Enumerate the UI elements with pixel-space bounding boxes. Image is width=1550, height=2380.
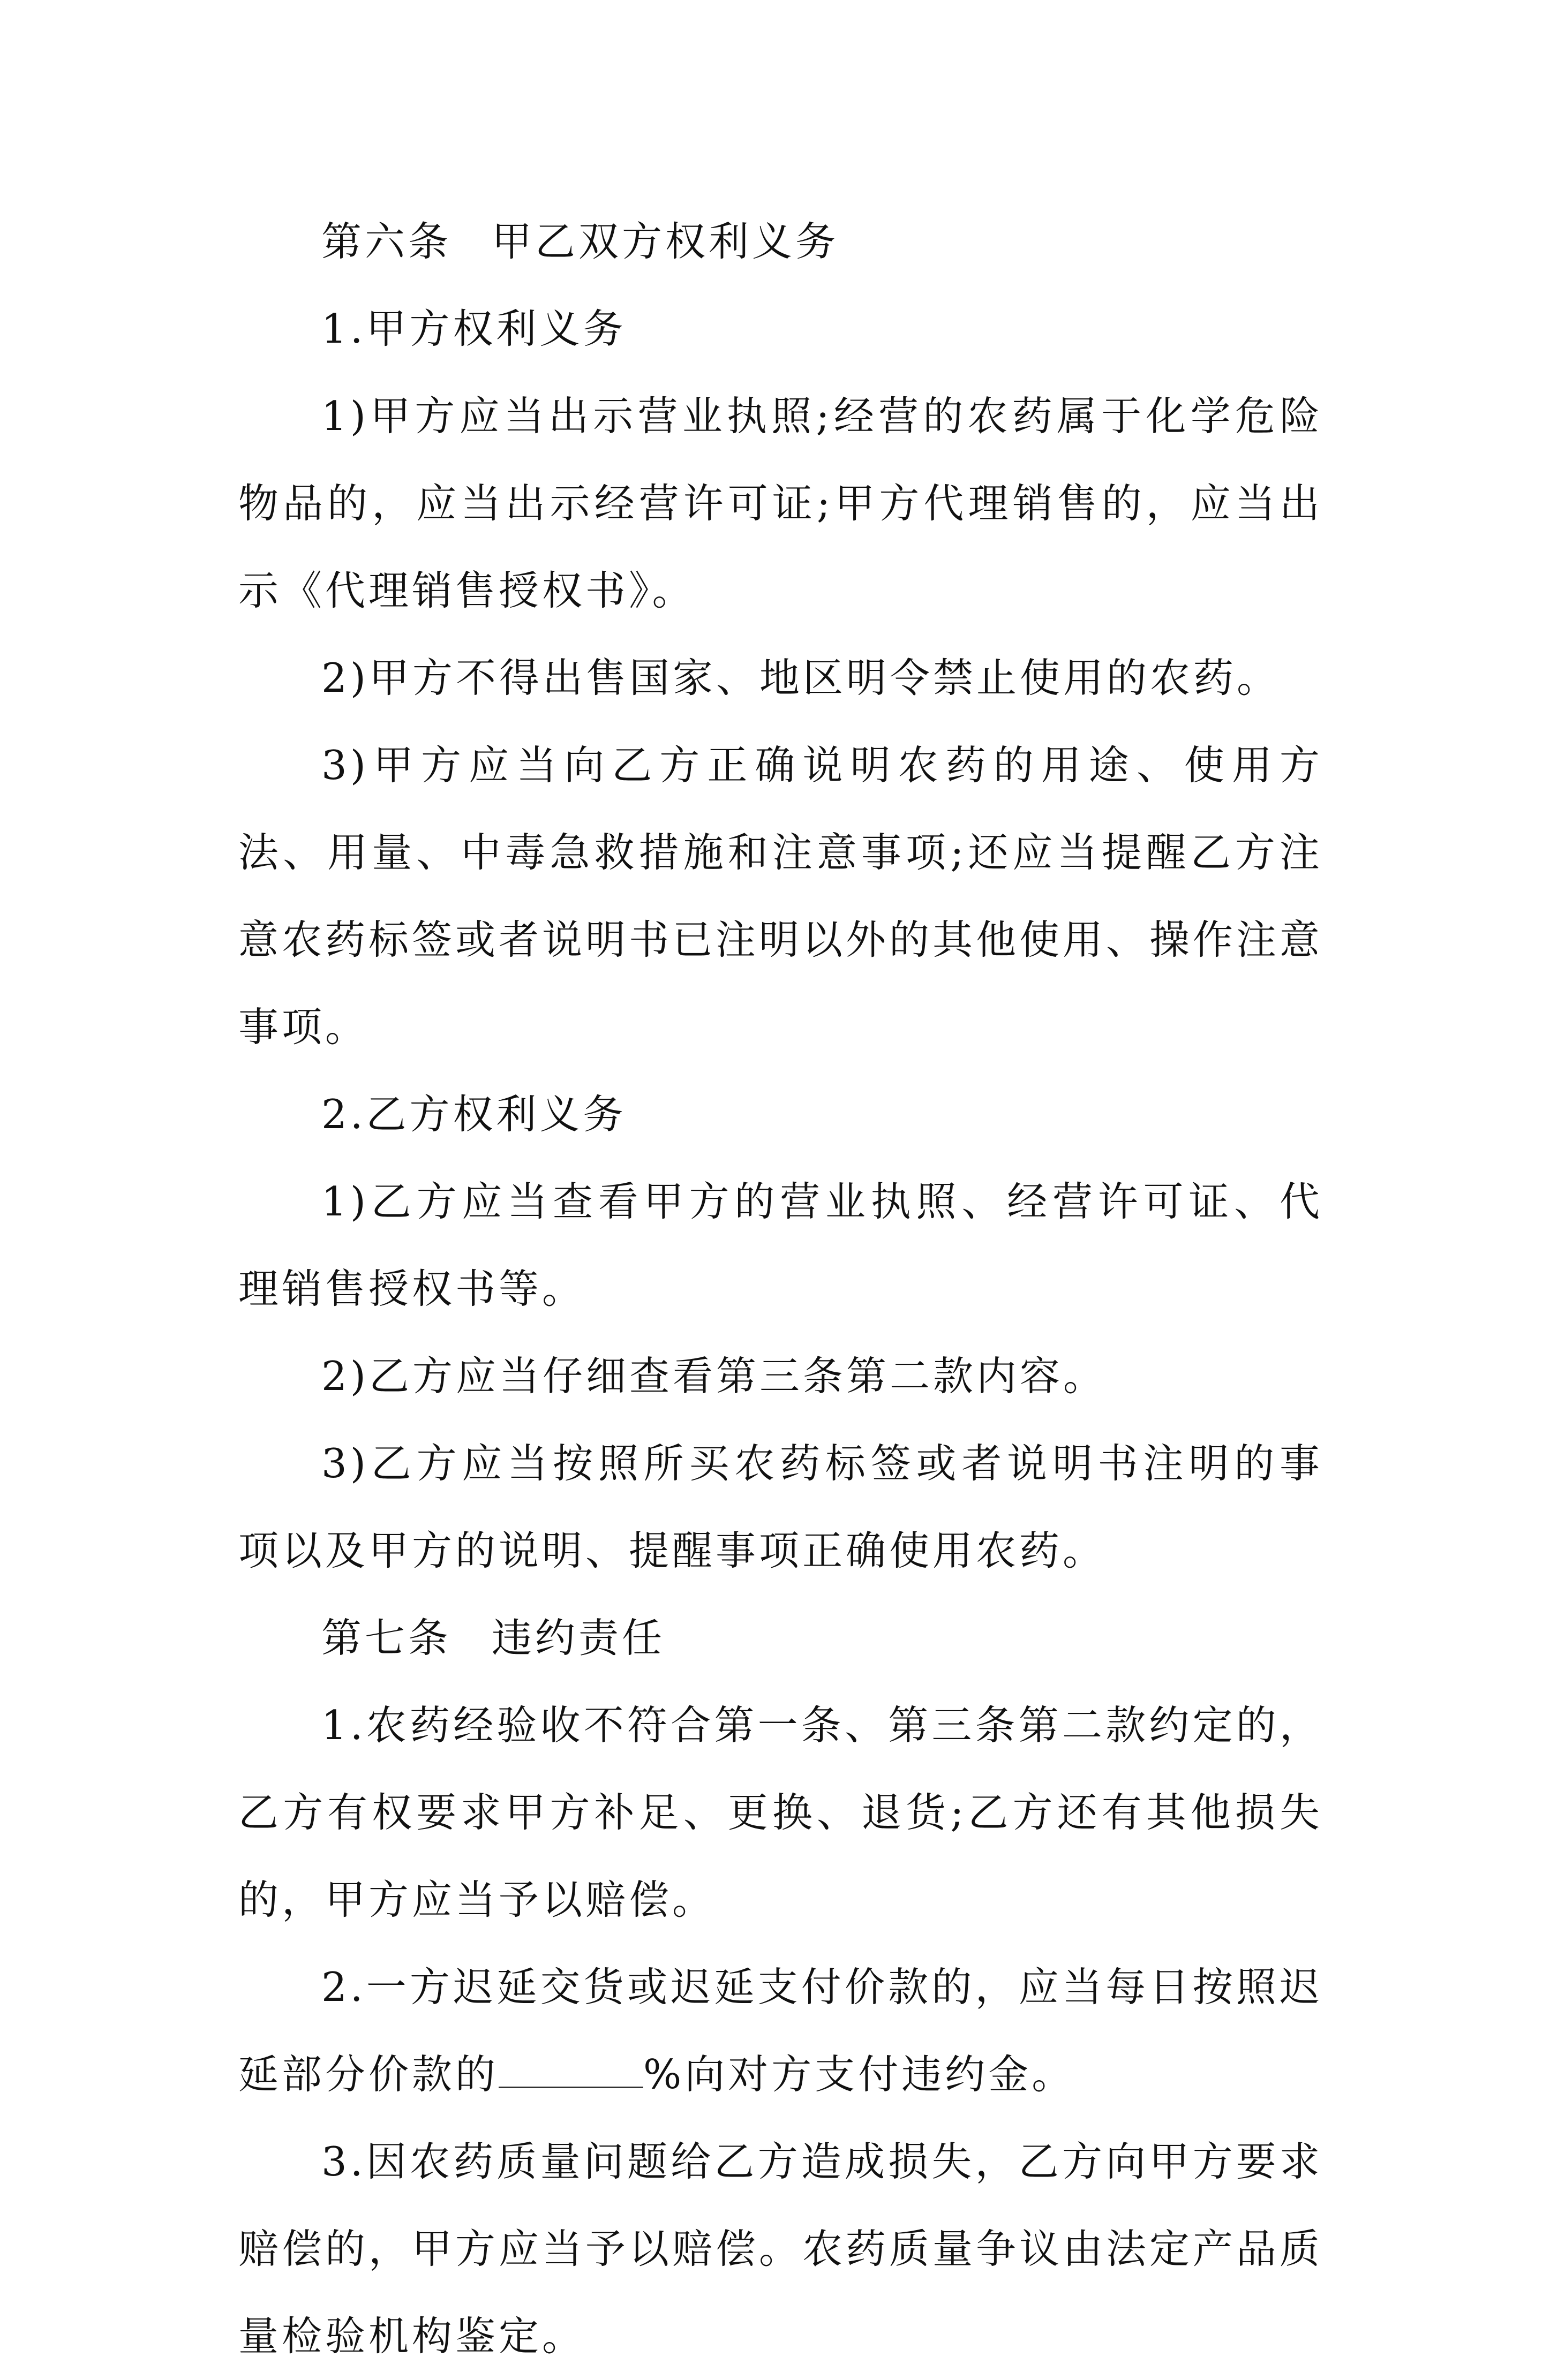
section-2-item-2: 2)乙方应当仔细查看第三条第二款内容。: [321, 1353, 1107, 1400]
article-7-clause-3: 3.因农药质量问题给乙方造成损失，乙方向甲方要求赔偿的，甲方应当予以赔偿。农药质量争议由法定产品质量检验机构鉴定。: [238, 2138, 1323, 2360]
document-body: [238, 198, 1323, 2380]
clause-2-text-after: %向对方支付违约金。: [643, 2051, 1075, 2098]
article-6-heading: [238, 198, 1323, 285]
article-7-number: 第七条: [321, 1614, 452, 1661]
article-7-heading: [238, 1595, 1323, 1682]
section-1-item-1: 1)甲方应当出示营业执照;经营的农药属于化学危险物品的，应当出示经营许可证;甲方代理销售的，应当出示《代理销售授权书》。: [238, 392, 1323, 614]
section-1-item-2: 2)甲方不得出售国家、地区明令禁止使用的农药。: [321, 654, 1280, 701]
article-7-title: 违约责任: [492, 1614, 666, 1661]
clause-2-text-before: 2.一方迟延交货或迟延支付价款的，应当每日按照迟延部分价款的: [238, 1963, 1323, 2098]
section-2-heading: 2.乙方权利义务: [321, 1091, 627, 1138]
article-6-number: 第六条: [321, 218, 452, 265]
section-2-item-3: 3)乙方应当按照所买农药标签或者说明书注明的事项以及甲方的说明、提醒事项正确使用农药。: [238, 1440, 1323, 1574]
article-6-title: 甲乙双方权利义务: [492, 218, 839, 265]
penalty-rate-blank: [499, 2054, 643, 2088]
article-7-clause-2: [238, 1944, 1323, 2118]
section-1-item-3: 3)甲方应当向乙方正确说明农药的用途、使用方法、用量、中毒急救措施和注意事项;还应当提醒乙方注意农药标签或者说明书已注明以外的其他使用、操作注意事项。: [238, 742, 1323, 1051]
section-1-heading: 1.甲方权利义务: [321, 305, 627, 352]
section-2-item-1: 1)乙方应当查看甲方的营业执照、经营许可证、代理销售授权书等。: [238, 1178, 1323, 1312]
article-7-clause-1: 1.农药经验收不符合第一条、第三条第二款约定的，乙方有权要求甲方补足、更换、退货;乙方还有其他损失的，甲方应当予以赔偿。: [238, 1702, 1323, 1923]
